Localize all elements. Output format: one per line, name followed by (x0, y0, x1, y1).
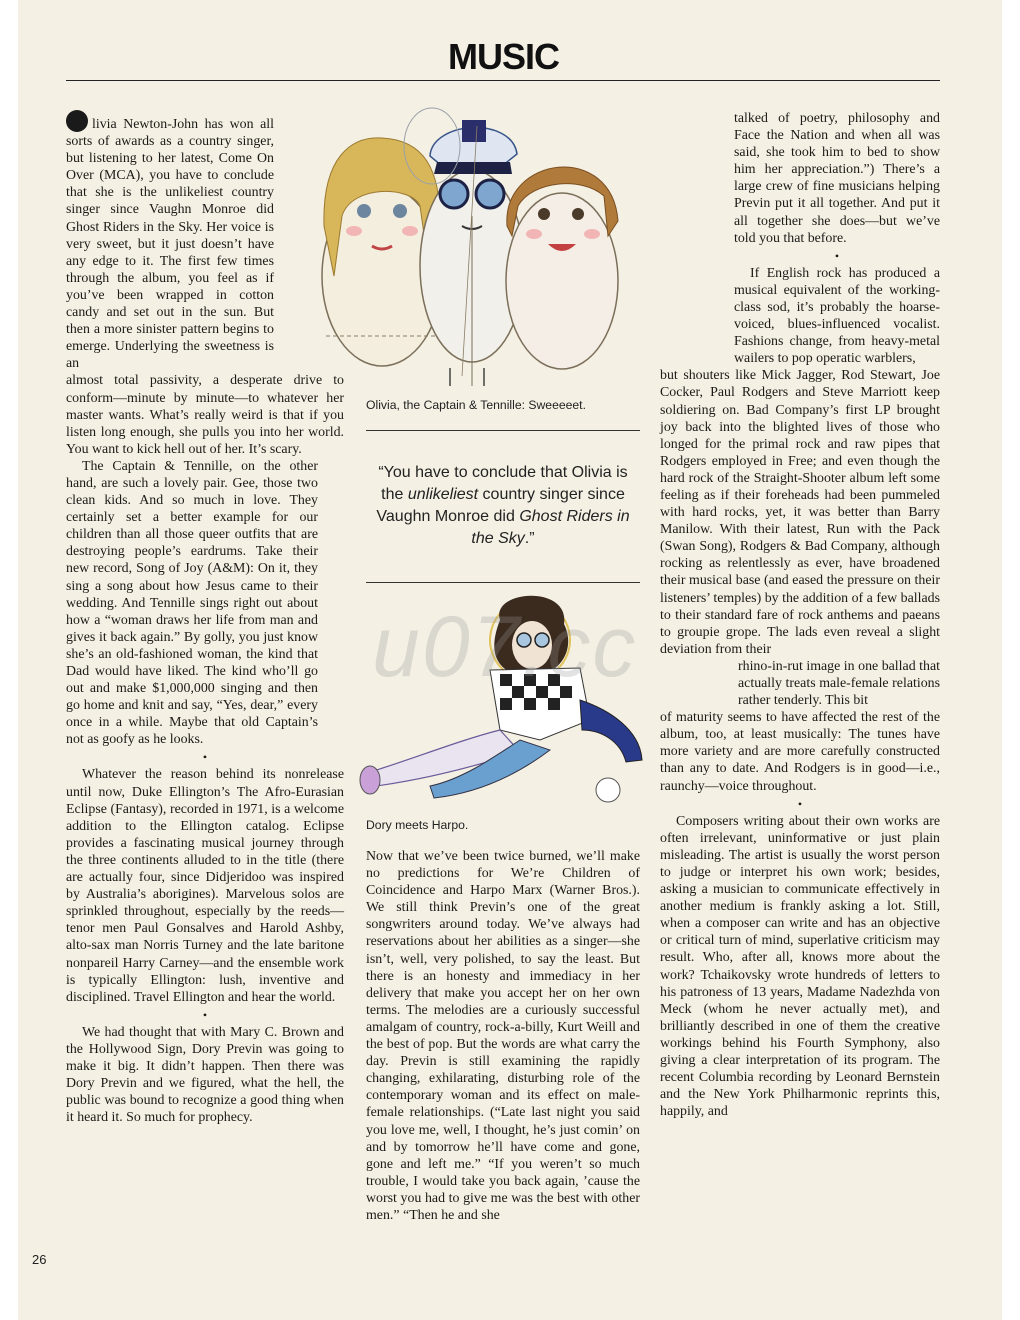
section-bullet: • (202, 1007, 208, 1022)
ellington-review: Whatever the reason behind its nonrelease until now, Duke Ellington’s The Afro-Eurasian Eclipse (Fantasy), recorded in 1971, is a welcome addition to the Ellington catalog. Eclipse provides a fascinating musical journey through the three continents alluded to in the title (there are actually four, since Didjeridoo was inspired by Australia’s aborigines). Marvelous solos are sprinkled throughout, especially by the reeds—tenor men Paul Gonsalves and Harold Ashby, alto-sax man Norris Turney and the late baritone nonpareil Harry Carney—and the ensemble work is typically Ellington: lush, inventive and disciplined. Travel Ellington and hear the world. (66, 767, 344, 1005)
header-rule (66, 80, 940, 81)
drop-cap (66, 110, 88, 132)
trio-caption: Olivia, the Captain & Tennille: Sweeeeet. (366, 398, 586, 412)
bad-company-review-opening: If English rock has produced a musical equivalent of the working-class sod, it’s probably the hoarse-voiced, blues-influenced vocalist. Fashions change, from heavy-metal wailers to pop operatic warblers, (734, 265, 940, 367)
bad-company-review-end: of maturity seems to have affected the rest of the album, too, at least musically: The tunes have more variety and are more carefully constructed than any to date. And Rodgers is in good—i.e., raunchy—voice throughout. (660, 710, 940, 794)
captain-tennille-review: The Captain & Tennille, on the other hand, are such a lovely pair. Gee, those two clean kids. And so much in love. They certainly set a better example for our children than all those queer outfits that are destroying people’s eardrums. Take their new record, Song of Joy (A&M): On it, they sing a song about how Jesus came to their wedding. And Tennille sings right out about how a “woman draws her life from man and gives it back again.” By golly, you just know she’s an old-fashioned woman, the kind that Dad would have liked. The kind who’ll go out and make $1,000,000 singing and then go home and knit and say, “Yes, dear,” every once in a while. Maybe that old Captain’s not as goofy as he looks. (66, 458, 318, 748)
pull-quote: “You have to conclude that Olivia is the unlikeliest country singer since Vaughn Monroe did Ghost Riders in the Sky.” (376, 464, 630, 547)
tchaikovsky-review: Composers writing about their own works are often irrelevant, uninformative or just plain misleading. The artist is usually the worst person to judge or interpret his own work; besides, asking a musician to communicate effectively in another medium is frankly asking a lot. Still, when a composer can write and has an objective or critical turn of mind, superlative criticism may result. Who, after all, knows more about the work? Tchaikovsky wrote hundreds of letters to his patroness of 13 years, Madame Nadezhda von Meck (whom he never actually met), and brilliantly described in one of them the creative workings behind his Fourth Symphony, also giving a clear interpretation of its program. The recent Columbia recording by Leonard Bernstein and the New York Philharmonic reprints this, happily, and (660, 813, 940, 1120)
previn-review: Now that we’ve been twice burned, we’ll make no predictions for We’re Children of Coincidence and Harpo Marx (Warner Bros.). We still think Previn’s one of the great songwriters around today. We’ve always had reservations about her abilities as a singer—she isn’t, well, very polished, to say the least. But there is an honesty and immediacy in her delivery that make you accept her on her own terms. The melodies are a curiously successful amalgam of country, rock-a-billy, Kurt Weill and the best of pop. But the words are what carry the day. Previn is still examining the rapidly changing, exhilarating, disturbing role of the contemporary woman and its effect on male-female relationships. (“Late last night you said you love me, well, I thought, he’s just comin’ on and by tomorrow he’ll have come and gone, gone and left me.” “If you weren’t so much trouble, I would take you back again, ’cause the worst you had to give me was the best with other men.” “Then he and she (366, 849, 640, 1223)
bad-company-review-wrap: rhino-in-rut image in one ballad that actually treats male-female relations rather tenderly. This bit (738, 658, 940, 709)
olivia-review-continued: almost total passivity, a desperate drive to conform—minute by minute—to whatever her master wants. What’s really weird is that if you listen long enough, she pulls you into her world. You want to kick hell out of her. It’s scary. (66, 373, 344, 457)
olivia-review-opening: livia Newton-John has won all sorts of awards as a country singer, but listening to her latest, Come On Over (MCA), you have to conclude that she is the unlikeliest country singer since Vaughn Monroe did Ghost Riders in the Sky. Her voice is very sweet, but it just doesn’t have any edge to it. The first few times through the album, you feel as if you’ve been wrapped in cotton candy and set out in the sun. But then a more sinister pattern begins to emerge. Underlying the sweetness is an (66, 110, 274, 372)
pull-quote-rule-top (366, 430, 640, 431)
section-header: MUSIC (448, 36, 559, 77)
watermark: u07.cc (372, 599, 638, 695)
previn-review-end: talked of poetry, philosophy and Face the Nation and when all was said, she took him to bed to show him her appreciation.”) There’s a large crew of fine musicians helping Previn put it all together. And put it all together she does—but we’ve told you that before. (734, 111, 940, 246)
pull-quote-rule-bottom (366, 582, 640, 583)
trio-illustration (312, 96, 622, 396)
section-bullet: • (834, 248, 840, 263)
column-3 (660, 110, 940, 1120)
previn-review-intro: We had thought that with Mary C. Brown and the Hollywood Sign, Dory Previn was going to make it big. It didn’t happen. Then there was Dory Previn and we figured, what the hell, the public was bound to recognize a good thing when it heard it. So much for prophecy. (66, 1024, 344, 1126)
column-1 (66, 110, 344, 1126)
section-bullet: • (202, 750, 208, 765)
page-number: 26 (32, 1252, 47, 1267)
harpo-caption: Dory meets Harpo. (366, 818, 469, 832)
bad-company-review: but shouters like Mick Jagger, Rod Stewart, Joe Cocker, Paul Rodgers and Steve Marriott keep soldiering on. Bad Company’s first LP brought joy back into the blighted lives of those who longed for the primal rock and raw pipes that Rodgers employed in Free; and even though the hard rock of the Straight-Shooter album left some feeling as if their foreheads had been pummeled with hard rocks, yet, it was better than Barry Manilow. With their latest, Run with the Pack (Swan Song), Rodgers & Bad Company, although rocking as relentlessly as ever, have broadened their musical base (and eased the pressure on their listeners’ temples) by the addition of a few ballads to their standard fare of rock anthems and paeans to groupie grope. The lads even reveal a slight deviation from their (660, 368, 940, 657)
column-2 (366, 848, 640, 1224)
section-bullet: • (797, 796, 803, 811)
